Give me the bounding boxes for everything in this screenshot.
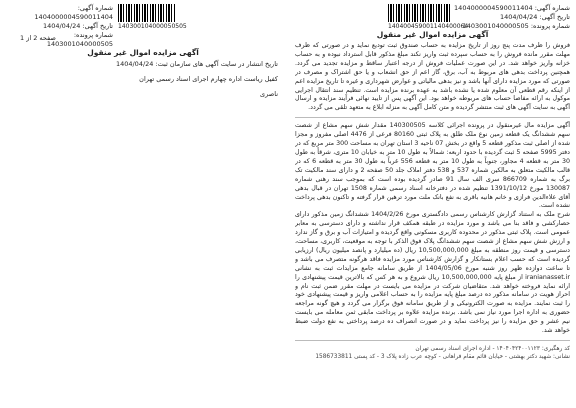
barcode-left-label: 140300104000050505 — [118, 23, 187, 30]
right-title: آگهی مزایده اموال غیر منقول — [376, 30, 489, 39]
notice-meta-left — [8, 4, 113, 49]
notice-date: تاریخ آگهی: 1404/04/24 — [499, 13, 570, 21]
notice-ref-number-left: شماره آگهی: 1404000004590011404 — [34, 4, 113, 21]
notice-ref-number: شماره آگهی: 1404000004590011404 — [454, 4, 570, 12]
file-number: شماره پرونده: 1403001040000505 — [462, 22, 570, 30]
barcode-right-icon — [388, 4, 450, 22]
notice-date-left: تاریخ آگهی: 1404/04/24 — [42, 22, 113, 30]
divider — [295, 117, 570, 118]
barcode-right-label: 140400459001140400064 — [388, 23, 469, 30]
footer-divider — [295, 340, 570, 341]
publish-date: تاریخ انتشار در سایت آگهی های سازمان ثبت: 1404/04/24 — [115, 60, 278, 68]
left-title: آگهی مزایده اموال غیر منقول — [87, 48, 199, 57]
left-column — [8, 48, 278, 402]
signature-name: ناصری — [260, 90, 278, 98]
file-number-left: شماره پرونده: 1403001040000505 — [46, 31, 113, 48]
paragraph-3: شرح ملک به استناد گزارش کارشناس رسمی دادگستری مورخ 1404/2/26 ششدانگ زمین مذکور دارای حصارکشی و فاقد بنا می باشد و مورد مزایده در طبقه همکف قرار نداشته و دارای دسترسی به معابر عمومی است. پلاک ثبتی مذکور در محدوده کاربری مسکونی واقع گردیده و امتیازات آب و برق و گاز ندارد و ارزش شش سهم مشاع از شصت سهم ششدانگ پلاک فوق الذکر با توجه به موقعیت، کاربری، مساحت، دسترسی و قیمت روز منطقه به مبلغ 10,500,000,000 ریال (ده میلیارد و پانصد میلیون ریال) ارزیابی گردیده است که حسب اعلام بستانکار و گزارش کارشناس مورد مزایده فاقد هرگونه متصرف می باشد و تا ساعت دوازده ظهر روز شنبه مورخ 1404/05/06 از طریق سامانه جامع مزایدات ثبت به نشانی iranianasset.ir از مبلغ پایه 10,500,000,000 ریال شروع و به هر کس که بالاترین قیمت پیشنهادی را ارائه نماید فروخته خواهد شد. متقاضیان شرکت در مزایده می بایست در مهلت مقرر ضمن ثبت نام و احراز هویت در سامانه مذکور ده درصد مبلغ پایه مزایده را به حساب اعلامی واریز و قیمت پیشنهادی خود را ثبت نمایند. مزایده به صورت الکترونیکی و از طریق سامانه فوق برگزار می گردد و هیچ گونه مراجعه حضوری به اداره اجرا مورد نیاز نمی باشد. برنده مزایده علاوه بر پرداخت مابقی ثمن معامله می بایست نیم عشر و حق مزایده را نیز پرداخت نماید و در صورت انصراف ده درصد پرداختی به نفع دولت ضبط خواهد شد. — [295, 211, 570, 335]
paragraph-1: فروش را ظرف مدت پنج روز از تاریخ مزایده به حساب صندوق ثبت تودیع نماید و در صورتی که ظرف مهلت مقرر مانده فروش را به حساب سپرده ثبت واریز نکند مبلغ مذکور قابل استرداد نبوده و به حساب خزانه واریز خواهد شد. در این صورت عملیات فروش از درجه اعتبار ساقط و مزایده تجدید می گردد. همچنین پرداخت بدهی های مربوط به آب، برق، گاز اعم از حق انشعاب و یا حق اشتراک و مصرف در صورتی که مورد مزایده دارای آنها باشد و نیز بدهی مالیاتی و عوارض شهرداری و غیره تا تاریخ مزایده اعم از اینکه رقم قطعی آن معلوم شده یا نشده باشد به عهده برنده مزایده است. تنظیم سند انتقال اجرایی موکول به ارائه مفاصا حساب های مربوطه خواهد بود. این آگهی پس از تایید نهائی فرآیند مزایده و ارسال آگهی به سایت آگهی های ثبت منتشر گردیده و متن کامل آگهی به منزله ابلاغ به متعهد تلقی می گردد. — [295, 42, 570, 112]
footer-line-1: کد رهگیری: ۱۴۰۴۰۴۲۴۰۰۱۱۲۳ - اداره اجرای اسناد رسمی تهران — [415, 346, 570, 352]
signature-title: کفیل ریاست اداره چهارم اجرای اسناد رسمی تهران — [139, 75, 278, 83]
paragraph-2: آگهی مزایده مال غیرمنقول در پرونده اجرائی کلاسه 140300505 مقدار شش سهم مشاع از شصت سهم ششدانگ یک قطعه زمین نوع ملک طلق به پلاک ثبتی 80160 فرعی از 4476 اصلی مفروز و مجزا شده از اصلی ثبت مذکور قطعه 5 واقع در بخش 07 ناحیه 3 استان تهران به مساحت 300 متر مربع که در دفتر 5995 صفحه 5 ثبت گردیده با حدود اربعه: شمالاً به طول 10 متر به خیابان 10 متری، شرقاً به طول 30 متر به قطعه 4 مجاور، جنوباً به طول 10 متر به قطعه 556 غرباً به طول 30 متر به قطعه 6 که در قالب مالکیت متعلق به مالکین شماره 537 و 538 دفتر املاک جلد 50 صفحه 2 و دارای سند مالکیت تک برگ به شماره 866709 سری الف سال 91 صادر گردیده بوده است که بموجب سند رهنی شماره 130087 مورخ 1391/10/12 تنظیم شده در دفترخانه اسناد رسمی شماره 1508 تهران در قبال بدهی آقای علاءالدین فرازی و خانم هانیه باقری به نفع بانک ملت مورد ترهین قرار گرفته و تاکنون بدهی پرداخت نشده است. — [295, 122, 570, 210]
footer-line-2: نشانی: شهید دکتر بهشتی - خیابان قائم مقام فراهانی - کوچه عرب زاده پلاک 3 - کد پستی 1586733811 — [315, 354, 570, 360]
barcode-left-icon — [118, 4, 176, 22]
page-number: صفحه 2 از 1 — [20, 34, 56, 42]
right-column — [295, 30, 570, 402]
